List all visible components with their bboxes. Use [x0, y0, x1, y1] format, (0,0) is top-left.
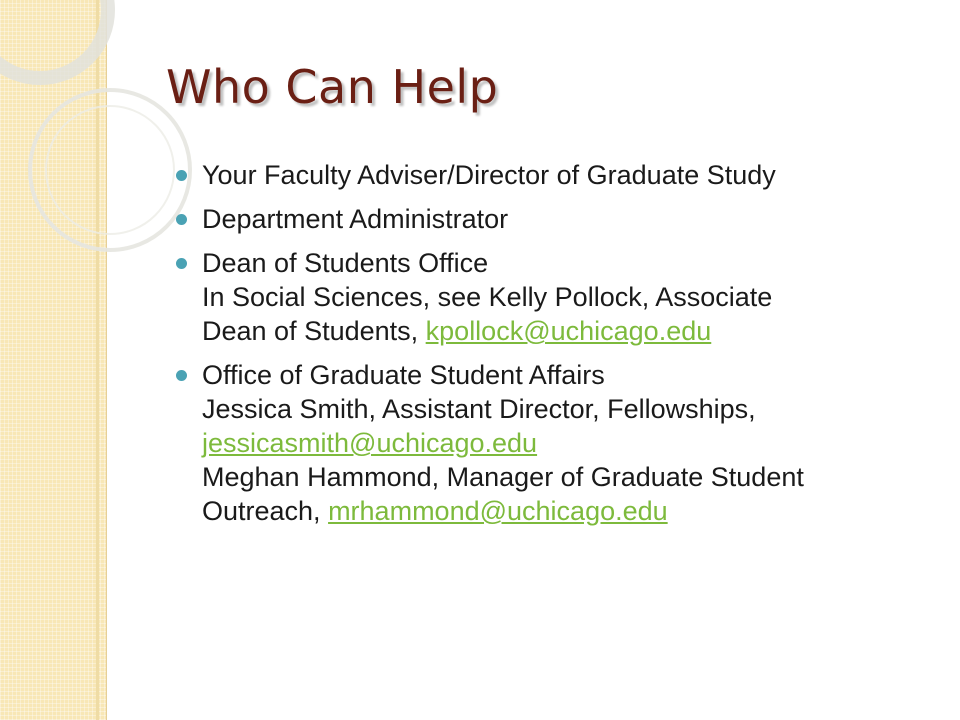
decor-circle-lower-outer	[30, 90, 190, 250]
email-link[interactable]: kpollock@uchicago.edu	[425, 316, 712, 346]
bullet-line	[202, 392, 936, 426]
bullet-line	[202, 280, 936, 314]
bullet-line	[202, 202, 936, 236]
bullet-list	[176, 158, 936, 538]
bullet-dot-icon	[176, 170, 187, 181]
bullet-item	[176, 202, 936, 236]
bullet-text: Department Administrator	[202, 204, 509, 234]
slide-title: Who Can Help	[166, 60, 499, 114]
email-link[interactable]: jessicasmith@uchicago.edu	[202, 428, 538, 458]
bullet-line	[202, 460, 936, 494]
bullet-line	[202, 158, 936, 192]
bullet-text: Jessica Smith, Assistant Director, Fellowships,	[202, 394, 756, 424]
bullet-text: Dean of Students,	[202, 316, 426, 346]
bullet-text: In Social Sciences, see Kelly Pollock, Associate	[202, 282, 773, 312]
bullet-item	[176, 358, 936, 528]
bullet-line	[202, 494, 936, 528]
bullet-text: Meghan Hammond, Manager of Graduate Student	[202, 462, 804, 492]
bullet-dot-icon	[176, 258, 187, 269]
bullet-text: Dean of Students Office	[202, 248, 489, 278]
email-link[interactable]: mrhammond@uchicago.edu	[328, 496, 668, 526]
bullet-text: Outreach,	[202, 496, 329, 526]
bullet-text: Your Faculty Adviser/Director of Graduate Study	[202, 160, 776, 190]
decor-circle-upper	[0, 0, 108, 78]
bullet-item	[176, 158, 936, 192]
decorative-circles	[0, 0, 180, 270]
bullet-line	[202, 314, 936, 348]
bullet-line	[202, 426, 936, 460]
bullet-line	[202, 246, 936, 280]
bullet-item	[176, 246, 936, 348]
decor-circle-lower-inner	[46, 106, 174, 234]
bullet-line	[202, 358, 936, 392]
bullet-text: Office of Graduate Student Affairs	[202, 360, 605, 390]
bullet-dot-icon	[176, 370, 187, 381]
bullet-dot-icon	[176, 214, 187, 225]
